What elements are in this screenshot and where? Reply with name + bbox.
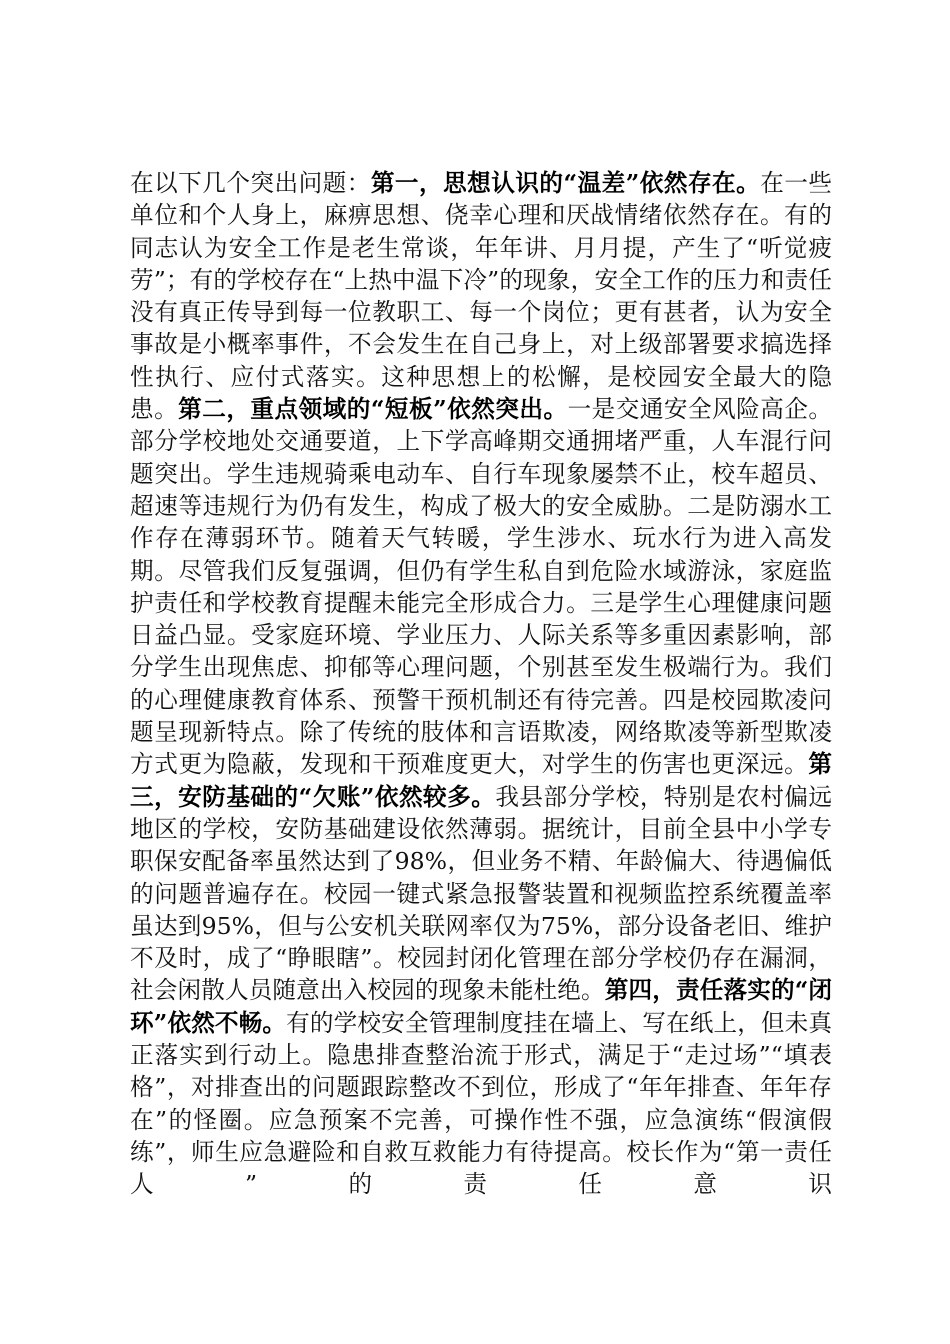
text-segment: 我县部分学校，特别是农村偏远地区的学校，安防基础建设依然薄弱。据统计，目前全县中小学专职保安配备率虽然达到了98%，但业务不精、年龄偏大、待遇偏低的问题普遍存在。校园一键式紧急报警装置和视频监控系统覆盖率虽达到95%，但与公安机关联网率仅为75%，部分设备老旧、维护不及时，成了“睁眼瞎”。校园封闭化管理在部分学校仍存在漏洞，社会闲散人员随意出入校园的现象未能杜绝。 (130, 782, 832, 1005)
heading-second-point: 第二，重点领域的“短板”依然突出。 (178, 395, 568, 424)
text-segment: 在以下几个突出问题： (130, 169, 371, 197)
heading-fourth-point: 第四，责任落实的“闭环”依然不畅。 (130, 976, 832, 1037)
text-segment: 一是交通安全风险高企。部分学校地处交通要道，上下学高峰期交通拥堵严重，人车混行问题突出。学生违规骑乘电动车、自行车现象屡禁不止，校车超员、超速等违规行为仍有发生，构成了极大的安全威胁。二是防溺水工作存在薄弱环节。随着天气转暖，学生涉水、玩水行为进入高发期。尽管我们反复强调，但仍有学生私自到危险水域游泳，家庭监护责任和学校教育提醒未能完全形成合力。三是学生心理健康问题日益凸显。受家庭环境、学业压力、人际关系等多重因素影响，部分学生出现焦虑、抑郁等心理问题，个别甚至发生极端行为。我们的心理健康教育体系、预警干预机制还有待完善。四是校园欺凌问题呈现新特点。除了传统的肢体和言语欺凌，网络欺凌等新型欺凌方式更为隐蔽，发现和干预难度更大，对学生的伤害也更深远。 (130, 395, 832, 779)
body-paragraph (130, 167, 832, 1201)
text-segment: 有的学校安全管理制度挂在墙上、写在纸上，但未真正落实到行动上。隐患排查整治流于形式，满足于“走过场”“填表格”，对排查出的问题跟踪整改不到位，形成了“年年排查、年年存在”的怪圈。应急预案不完善，可操作性不强，应急演练“假演假练”，师生应急避险和自救互救能力有待提高。校长作为“第一责任人”的责任意识 (130, 1008, 832, 1199)
heading-third-point: 第三，安防基础的“欠账”依然较多。 (130, 750, 832, 811)
text-segment: 在一些单位和个人身上，麻痹思想、侥幸心理和厌战情绪依然存在。有的同志认为安全工作是老生常谈，年年讲、月月提，产生了“听觉疲劳”；有的学校存在“上热中温下冷”的现象，安全工作的压力和责任没有真正传导到每一位教职工、每一个岗位；更有甚者，认为安全事故是小概率事件，不会发生在自己身上，对上级部署要求搞选择性执行、应付式落实。这种思想上的松懈，是校园安全最大的隐患。 (130, 169, 832, 424)
heading-first-point: 第一，思想认识的“温差”依然存在。 (370, 169, 761, 197)
